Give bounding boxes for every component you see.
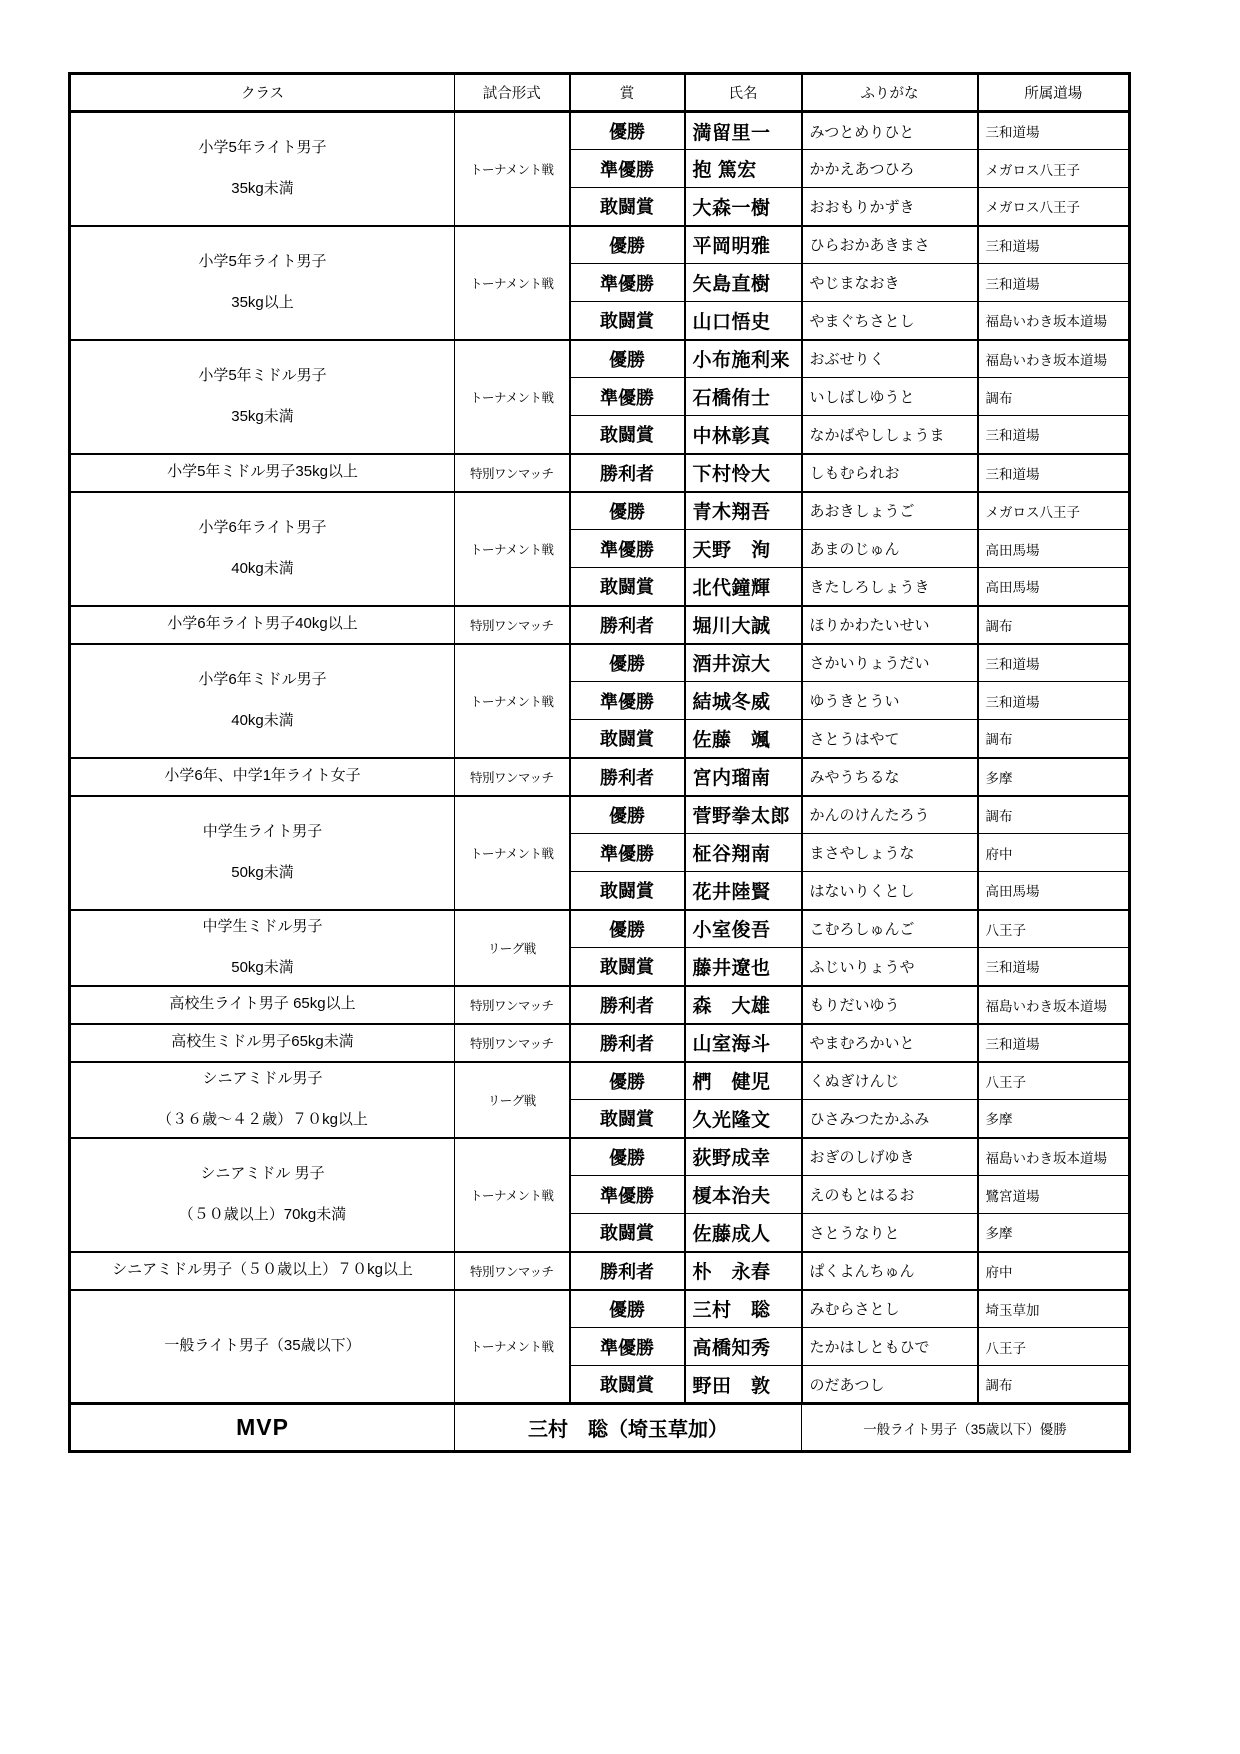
- dojo-cell: 調布: [978, 720, 1130, 758]
- result-row: [70, 644, 1130, 682]
- class-line: 中学生ライト男子: [202, 823, 323, 840]
- name-cell: 満留里一: [685, 112, 802, 150]
- dojo-cell: 調布: [978, 606, 1130, 644]
- name-cell: 下村怜大: [685, 454, 802, 492]
- dojo-cell: 三和道場: [978, 682, 1130, 720]
- furigana-cell: くぬぎけんじ: [802, 1062, 978, 1100]
- class-line: 40kg未満: [231, 711, 294, 729]
- furigana-cell: しもむられお: [802, 454, 978, 492]
- furigana-cell: みつとめりひと: [802, 112, 978, 150]
- dojo-cell: 高田馬場: [978, 530, 1130, 568]
- dojo-cell: メガロス八王子: [978, 188, 1130, 226]
- prize-cell: 敢闘賞: [570, 1100, 685, 1138]
- furigana-cell: ほりかわたいせい: [802, 606, 978, 644]
- result-row: [70, 910, 1130, 948]
- class-line: シニアミドル 男子: [200, 1165, 325, 1182]
- class-line: 小学6年、中学1年ライト女子: [164, 767, 361, 785]
- header-prize: 賞: [570, 74, 685, 112]
- name-cell: 平岡明雅: [685, 226, 802, 264]
- class-line: 小学5年ライト男子: [198, 253, 327, 270]
- furigana-cell: きたしろしょうき: [802, 568, 978, 606]
- format-cell: トーナメント戦: [455, 644, 570, 758]
- furigana-cell: さとうなりと: [802, 1214, 978, 1252]
- result-row: [70, 226, 1130, 264]
- dojo-cell: 八王子: [978, 910, 1130, 948]
- class-line: 中学生ミドル男子: [202, 918, 323, 935]
- format-cell: 特別ワンマッチ: [455, 454, 570, 492]
- class-line: 小学5年ライト男子: [198, 139, 327, 157]
- class-line: 小学6年ライト男子40kg以上: [167, 615, 358, 633]
- prize-cell: 敢闘賞: [570, 1366, 685, 1404]
- mvp-winner: 三村 聡（埼玉草加）: [455, 1404, 802, 1452]
- format-cell: 特別ワンマッチ: [455, 1024, 570, 1062]
- name-cell: 椚 健児: [685, 1062, 802, 1100]
- tournament-results-table: [68, 72, 1131, 1453]
- name-cell: 山室海斗: [685, 1024, 802, 1062]
- prize-cell: 優勝: [570, 910, 685, 948]
- mvp-note: 一般ライト男子（35歳以下）優勝: [802, 1404, 1130, 1452]
- furigana-cell: いしばしゆうと: [802, 378, 978, 416]
- furigana-cell: たかはしともひで: [802, 1328, 978, 1366]
- class-line: 50kg未満: [231, 863, 294, 881]
- class-cell: [70, 796, 455, 910]
- prize-cell: 準優勝: [570, 264, 685, 302]
- name-cell: 小室俊吾: [685, 910, 802, 948]
- name-cell: 高橋知秀: [685, 1328, 802, 1366]
- dojo-cell: 三和道場: [978, 264, 1130, 302]
- class-cell: [70, 644, 455, 758]
- furigana-cell: のだあつし: [802, 1366, 978, 1404]
- furigana-cell: やまむろかいと: [802, 1024, 978, 1062]
- dojo-cell: 調布: [978, 796, 1130, 834]
- prize-cell: 優勝: [570, 644, 685, 682]
- result-row: [70, 796, 1130, 834]
- class-line: シニアミドル男子（５０歳以上）７０kg以上: [112, 1261, 413, 1279]
- dojo-cell: 福島いわき坂本道場: [978, 986, 1130, 1024]
- name-cell: 佐藤 颯: [685, 720, 802, 758]
- prize-cell: 優勝: [570, 226, 685, 264]
- prize-cell: 敢闘賞: [570, 416, 685, 454]
- dojo-cell: 高田馬場: [978, 872, 1130, 910]
- format-cell: トーナメント戦: [455, 112, 570, 226]
- prize-cell: 勝利者: [570, 1024, 685, 1062]
- furigana-cell: えのもとはるお: [802, 1176, 978, 1214]
- prize-cell: 勝利者: [570, 606, 685, 644]
- furigana-cell: ぱくよんちゅん: [802, 1252, 978, 1290]
- furigana-cell: はないりくとし: [802, 872, 978, 910]
- dojo-cell: 府中: [978, 834, 1130, 872]
- furigana-cell: ひさみつたかふみ: [802, 1100, 978, 1138]
- prize-cell: 敢闘賞: [570, 568, 685, 606]
- name-cell: 堀川大誠: [685, 606, 802, 644]
- furigana-cell: みむらさとし: [802, 1290, 978, 1328]
- furigana-cell: もりだいゆう: [802, 986, 978, 1024]
- prize-cell: 敢闘賞: [570, 720, 685, 758]
- furigana-cell: やまぐちさとし: [802, 302, 978, 340]
- class-cell: [70, 986, 455, 1024]
- class-line: 小学5年ミドル男子35kg以上: [167, 463, 358, 481]
- mvp-label: MVP: [70, 1404, 455, 1452]
- dojo-cell: 三和道場: [978, 416, 1130, 454]
- class-cell: [70, 454, 455, 492]
- class-line: 高校生ミドル男子65kg未満: [171, 1033, 354, 1051]
- result-row: [70, 1062, 1130, 1100]
- header-class: クラス: [70, 74, 455, 112]
- class-line: 35kg未満: [231, 179, 294, 197]
- format-cell: 特別ワンマッチ: [455, 606, 570, 644]
- prize-cell: 優勝: [570, 1290, 685, 1328]
- name-cell: 久光隆文: [685, 1100, 802, 1138]
- dojo-cell: 府中: [978, 1252, 1130, 1290]
- dojo-cell: 三和道場: [978, 226, 1130, 264]
- class-cell: [70, 492, 455, 606]
- format-cell: トーナメント戦: [455, 796, 570, 910]
- dojo-cell: 三和道場: [978, 112, 1130, 150]
- result-row: [70, 454, 1130, 492]
- result-row: [70, 340, 1130, 378]
- name-cell: 天野 洵: [685, 530, 802, 568]
- prize-cell: 敢闘賞: [570, 872, 685, 910]
- results-table-body: [70, 112, 1130, 1404]
- class-line: 35kg未満: [231, 407, 294, 425]
- result-row: [70, 1290, 1130, 1328]
- format-cell: 特別ワンマッチ: [455, 758, 570, 796]
- class-cell: [70, 1290, 455, 1404]
- class-cell: [70, 910, 455, 986]
- name-cell: 佐藤成人: [685, 1214, 802, 1252]
- furigana-cell: ひらおかあきまさ: [802, 226, 978, 264]
- class-line: 50kg未満: [231, 958, 294, 976]
- class-line: 高校生ライト男子 65kg以上: [169, 995, 356, 1013]
- prize-cell: 優勝: [570, 1138, 685, 1176]
- prize-cell: 敢闘賞: [570, 948, 685, 986]
- prize-cell: 準優勝: [570, 530, 685, 568]
- furigana-cell: みやうちるな: [802, 758, 978, 796]
- class-line: 小学5年ミドル男子: [198, 367, 327, 384]
- format-cell: トーナメント戦: [455, 340, 570, 454]
- dojo-cell: 多摩: [978, 1214, 1130, 1252]
- prize-cell: 敢闘賞: [570, 188, 685, 226]
- result-row: [70, 986, 1130, 1024]
- name-cell: 野田 敦: [685, 1366, 802, 1404]
- furigana-cell: かんのけんたろう: [802, 796, 978, 834]
- name-cell: 花井陸賢: [685, 872, 802, 910]
- name-cell: 矢島直樹: [685, 264, 802, 302]
- format-cell: トーナメント戦: [455, 1290, 570, 1404]
- prize-cell: 優勝: [570, 340, 685, 378]
- result-row: [70, 1138, 1130, 1176]
- prize-cell: 敢闘賞: [570, 1214, 685, 1252]
- furigana-cell: こむろしゅんご: [802, 910, 978, 948]
- format-cell: トーナメント戦: [455, 226, 570, 340]
- furigana-cell: おぶせりく: [802, 340, 978, 378]
- prize-cell: 準優勝: [570, 378, 685, 416]
- dojo-cell: 三和道場: [978, 644, 1130, 682]
- format-cell: リーグ戦: [455, 1062, 570, 1138]
- result-row: [70, 1024, 1130, 1062]
- name-cell: 菅野拳太郎: [685, 796, 802, 834]
- name-cell: 荻野成幸: [685, 1138, 802, 1176]
- furigana-cell: やじまなおき: [802, 264, 978, 302]
- furigana-cell: ゆうきとうい: [802, 682, 978, 720]
- name-cell: 小布施利来: [685, 340, 802, 378]
- format-cell: トーナメント戦: [455, 1138, 570, 1252]
- dojo-cell: 三和道場: [978, 948, 1130, 986]
- name-cell: 宮内瑠南: [685, 758, 802, 796]
- class-line: 一般ライト男子（35歳以下）: [164, 1337, 361, 1354]
- class-line: 40kg未満: [231, 559, 294, 577]
- dojo-cell: 福島いわき坂本道場: [978, 1138, 1130, 1176]
- name-cell: 青木翔吾: [685, 492, 802, 530]
- name-cell: 榎本治夫: [685, 1176, 802, 1214]
- dojo-cell: 三和道場: [978, 454, 1130, 492]
- result-row: [70, 606, 1130, 644]
- header-name: 氏名: [685, 74, 802, 112]
- name-cell: 朴 永春: [685, 1252, 802, 1290]
- prize-cell: 準優勝: [570, 150, 685, 188]
- dojo-cell: メガロス八王子: [978, 150, 1130, 188]
- name-cell: 北代鐘輝: [685, 568, 802, 606]
- furigana-cell: おぎのしげゆき: [802, 1138, 978, 1176]
- dojo-cell: 多摩: [978, 1100, 1130, 1138]
- furigana-cell: さとうはやて: [802, 720, 978, 758]
- prize-cell: 敢闘賞: [570, 302, 685, 340]
- class-cell: [70, 1252, 455, 1290]
- prize-cell: 優勝: [570, 796, 685, 834]
- prize-cell: 優勝: [570, 1062, 685, 1100]
- dojo-cell: 八王子: [978, 1062, 1130, 1100]
- result-row: [70, 1252, 1130, 1290]
- name-cell: 大森一樹: [685, 188, 802, 226]
- header-furigana: ふりがな: [802, 74, 978, 112]
- class-line: （５０歳以上）70kg未満: [178, 1205, 347, 1223]
- name-cell: 結城冬威: [685, 682, 802, 720]
- furigana-cell: かかえあつひろ: [802, 150, 978, 188]
- furigana-cell: あまのじゅん: [802, 530, 978, 568]
- class-line: 小学6年ミドル男子: [198, 671, 327, 688]
- class-cell: [70, 1062, 455, 1138]
- prize-cell: 優勝: [570, 492, 685, 530]
- class-line: 35kg以上: [231, 293, 294, 311]
- class-cell: [70, 1138, 455, 1252]
- furigana-cell: あおきしょうご: [802, 492, 978, 530]
- class-line: 小学6年ライト男子: [198, 519, 327, 536]
- prize-cell: 準優勝: [570, 682, 685, 720]
- prize-cell: 準優勝: [570, 834, 685, 872]
- dojo-cell: 高田馬場: [978, 568, 1130, 606]
- header-dojo: 所属道場: [978, 74, 1130, 112]
- dojo-cell: 鷺宮道場: [978, 1176, 1130, 1214]
- furigana-cell: おおもりかずき: [802, 188, 978, 226]
- name-cell: 中林彰真: [685, 416, 802, 454]
- name-cell: 森 大雄: [685, 986, 802, 1024]
- dojo-cell: 多摩: [978, 758, 1130, 796]
- format-cell: リーグ戦: [455, 910, 570, 986]
- name-cell: 酒井涼大: [685, 644, 802, 682]
- results-table-container: [68, 72, 1131, 1453]
- result-row: [70, 112, 1130, 150]
- format-cell: トーナメント戦: [455, 492, 570, 606]
- header-row: [70, 74, 1130, 112]
- prize-cell: 勝利者: [570, 454, 685, 492]
- furigana-cell: さかいりょうだい: [802, 644, 978, 682]
- furigana-cell: ふじいりょうや: [802, 948, 978, 986]
- class-cell: [70, 1024, 455, 1062]
- header-format: 試合形式: [455, 74, 570, 112]
- name-cell: 柾谷翔南: [685, 834, 802, 872]
- furigana-cell: まさやしょうな: [802, 834, 978, 872]
- class-cell: [70, 112, 455, 226]
- prize-cell: 優勝: [570, 112, 685, 150]
- prize-cell: 勝利者: [570, 1252, 685, 1290]
- dojo-cell: 福島いわき坂本道場: [978, 302, 1130, 340]
- name-cell: 三村 聡: [685, 1290, 802, 1328]
- class-cell: [70, 340, 455, 454]
- result-row: [70, 758, 1130, 796]
- dojo-cell: 三和道場: [978, 1024, 1130, 1062]
- prize-cell: 勝利者: [570, 986, 685, 1024]
- name-cell: 山口悟史: [685, 302, 802, 340]
- name-cell: 抱 篤宏: [685, 150, 802, 188]
- dojo-cell: 埼玉草加: [978, 1290, 1130, 1328]
- prize-cell: 準優勝: [570, 1328, 685, 1366]
- mvp-row: [70, 1404, 1130, 1452]
- prize-cell: 勝利者: [570, 758, 685, 796]
- name-cell: 石橋侑士: [685, 378, 802, 416]
- class-cell: [70, 226, 455, 340]
- class-line: シニアミドル男子: [202, 1070, 323, 1087]
- class-cell: [70, 606, 455, 644]
- dojo-cell: 調布: [978, 378, 1130, 416]
- dojo-cell: 八王子: [978, 1328, 1130, 1366]
- prize-cell: 準優勝: [570, 1176, 685, 1214]
- format-cell: 特別ワンマッチ: [455, 1252, 570, 1290]
- class-cell: [70, 758, 455, 796]
- class-line: （３６歳～４２歳）７０kg以上: [157, 1110, 368, 1128]
- name-cell: 藤井遼也: [685, 948, 802, 986]
- dojo-cell: メガロス八王子: [978, 492, 1130, 530]
- format-cell: 特別ワンマッチ: [455, 986, 570, 1024]
- dojo-cell: 福島いわき坂本道場: [978, 340, 1130, 378]
- dojo-cell: 調布: [978, 1366, 1130, 1404]
- furigana-cell: なかばやししょうま: [802, 416, 978, 454]
- result-row: [70, 492, 1130, 530]
